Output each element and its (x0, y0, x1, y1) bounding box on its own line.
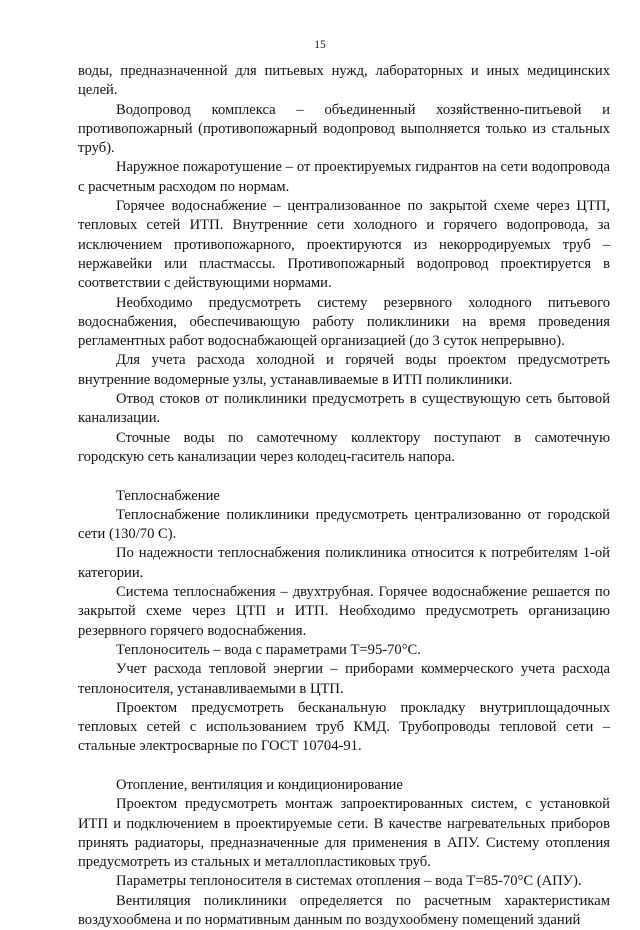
paragraph-hvac-2: Параметры теплоносителя в системах отопления – вода Т=85-70°С (АПУ). (116, 873, 582, 890)
section-heading-heating: Теплоснабжение (116, 487, 220, 504)
section-gap (78, 467, 610, 486)
paragraph-water-5: Необходимо предусмотреть систему резервного холодного питьевого водоснабжения, обеспечивающую работу поликлиники на время проведения регламентных работ водоснабжающей организацией (до 3 суток непрерывно). (78, 294, 610, 350)
paragraph-heating-1: Теплоснабжение поликлиники предусмотреть централизованно от городской сети (130/70 С). (78, 506, 610, 543)
paragraph-heating-4: Теплоноситель – вода с параметрами Т=95-70°С. (116, 641, 421, 658)
section-gap (78, 757, 610, 776)
paragraph-water-7: Отвод стоков от поликлиники предусмотреть в существующую сеть бытовой канализации. (78, 391, 610, 427)
page-number: 15 (314, 39, 326, 51)
paragraph-water-6: Для учета расхода холодной и горячей воды проектом предусмотреть внутренние водомерные узлы, устанавливаемые в ИТП поликлиники. (78, 352, 610, 388)
paragraph-hvac-3: Вентиляция поликлиники определяется по расчетным характеристикам воздухообмена и по нормативным данным по воздухообмену помещений зданий (78, 892, 610, 929)
page-content (78, 62, 610, 930)
paragraph-heating-3: Система теплоснабжения – двухтрубная. Горячее водоснабжение решается по закрытой схеме через ЦТП и ИТП. Необходимо предусмотреть организацию резервного горячего водоснабжения. (78, 584, 610, 639)
paragraph-hvac-1: Проектом предусмотреть монтаж запроектированных систем, с установкой ИТП и подключением в проектируемые сети. В качестве нагревательных приборов принять радиаторы, предназначенные для применения в АПУ. Систему отопления предусмотреть из стальных и металлопластиковых труб. (78, 796, 610, 871)
paragraph-heating-6: Проектом предусмотреть бесканальную прокладку внутриплощадочных тепловых сетей с использованием труб КМД. Трубопроводы тепловой сети – стальные электросварные по ГОСТ 10704-91. (78, 699, 610, 755)
paragraph-water-1: воды, предназначенной для питьевых нужд, лабораторных и иных медицинских целей. (78, 63, 610, 99)
paragraph-water-3: Наружное пожаротушение – от проектируемых гидрантов на сети водопровода с расчетным расходом по нормам. (78, 159, 610, 195)
paragraph-water-2: Водопровод комплекса – объединенный хозяйственно-питьевой и противопожарный (противопожарный водопровод выполняется только из стальных труб). (78, 101, 610, 157)
paragraph-heating-5: Учет расхода тепловой энергии – приборами коммерческого учета расхода теплоносителя, устанавливаемыми в ЦТП. (78, 661, 610, 697)
paragraph-water-8: Сточные воды по самотечному коллектору поступают в самотечную городскую сеть канализации через колодец-гаситель напора. (78, 429, 610, 465)
section-heading-hvac: Отопление, вентиляция и кондиционирование (116, 776, 403, 793)
paragraph-heating-2: По надежности теплоснабжения поликлиника относится к потребителям 1-ой категории. (78, 545, 610, 581)
paragraph-water-4: Горячее водоснабжение – централизованное по закрытой схеме через ЦТП, тепловых сетей ИТП. Внутренние сети холодного и горячего водопровода, за исключением противопожарного, проектируются из некорродируемых труб – нержавейки или пластмассы. Противопожарный водопровод проектируется в соответствии с действующими нормами. (78, 198, 610, 292)
